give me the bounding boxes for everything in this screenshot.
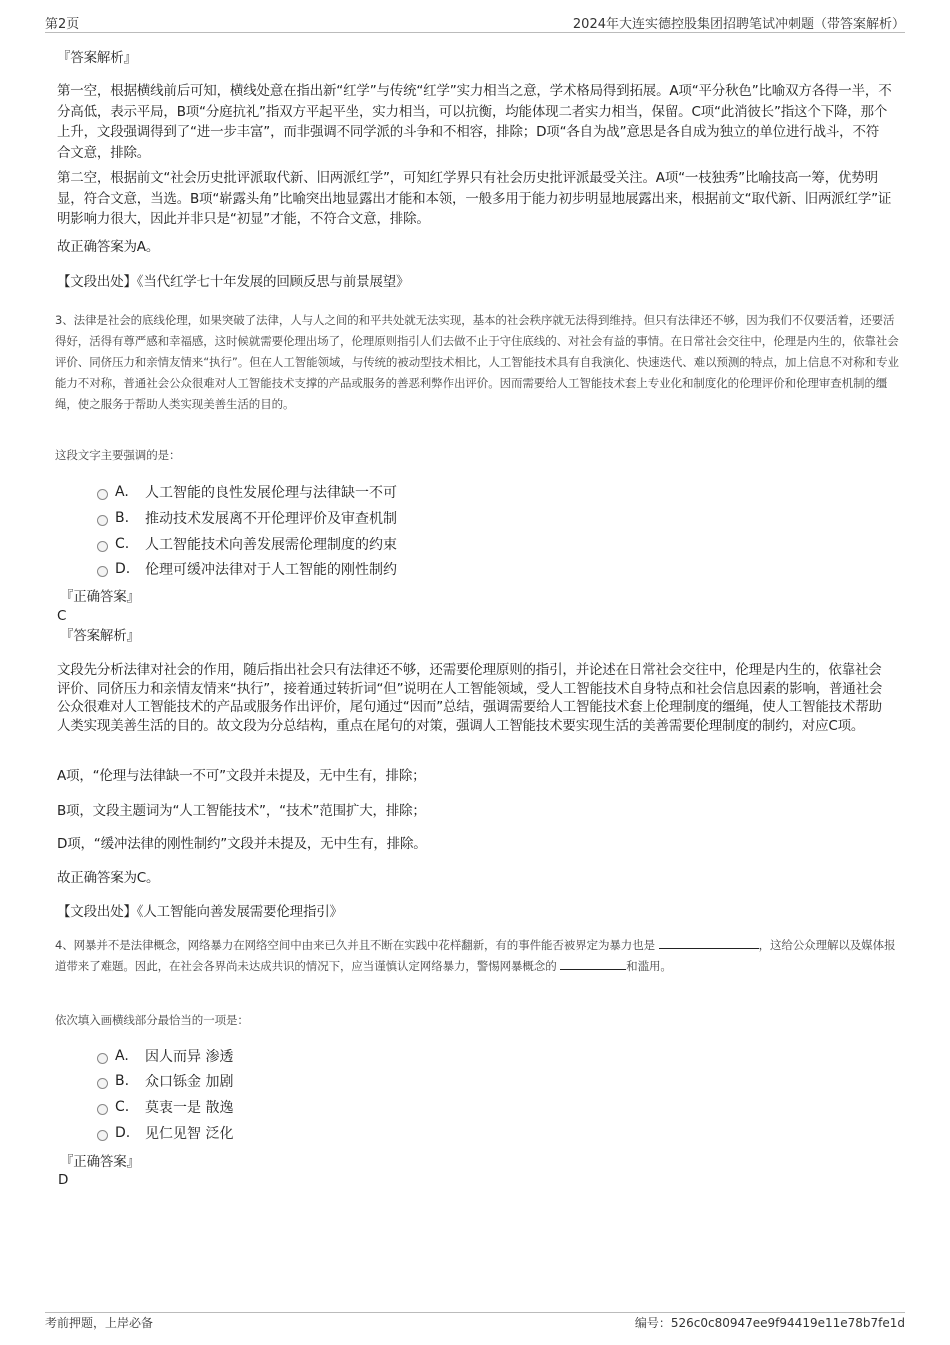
page-number: 第2页 bbox=[45, 17, 80, 32]
radio-icon[interactable] bbox=[97, 1104, 108, 1115]
correct-answer-label: 『正确答案』 bbox=[60, 589, 140, 605]
document-title: 2024年大连实德控股集团招聘笔试冲刺题（带答案解析） bbox=[572, 17, 905, 32]
option-a[interactable]: A. 人工智能的良性发展伦理与法律缺一不可 bbox=[97, 482, 397, 502]
source-citation: 【文段出处】《人工智能向善发展需要伦理指引》 bbox=[57, 904, 343, 920]
radio-icon[interactable] bbox=[97, 489, 108, 500]
source-citation: 【文段出处】《当代红学七十年发展的回顾反思与前景展望》 bbox=[57, 274, 410, 290]
question-4-stem: 4、网暴并不是法律概念，网络暴力在网络空间中由来已久并且不断在实践中花样翻新，有的事件能否被界定为暴力也是 ，这给公众理解以及媒体报道带来了难题。因此，在社会各界尚未达成共识的情况下，应当谨慎认定网络暴力，警惕网暴概念的 和滥用。 bbox=[55, 938, 896, 973]
document-code: 编号：526c0c80947ee9f94419e11e78b7fe1d bbox=[634, 1316, 905, 1330]
analysis-label: 『答案解析』 bbox=[60, 628, 140, 644]
radio-icon[interactable] bbox=[97, 1078, 108, 1089]
analysis-option-d: D项，“缓冲法律的刚性制约”文段并未提及，无中生有，排除。 bbox=[57, 836, 427, 852]
blank-2 bbox=[560, 957, 626, 970]
radio-icon[interactable] bbox=[97, 566, 108, 577]
conclusion: 故正确答案为C。 bbox=[57, 870, 160, 886]
radio-icon[interactable] bbox=[97, 541, 108, 552]
blank-1 bbox=[659, 936, 759, 949]
correct-answer: D bbox=[58, 1172, 69, 1188]
correct-answer: C bbox=[57, 608, 67, 624]
analysis-paragraph: 第二空，根据前文“社会历史批评派取代新、旧两派红学”，可知红学界只有社会历史批评派最受关注。A项“一枝独秀”比喻技高一筹，优势明显，符合文意，当选。B项“崭露头角”比喻突出地显露出才能和本领，一般多用于能力初步明显地展露出来，根据前文“取代新、旧两派红学”证明影响力很大，因此并非只是“初显”才能，不符合文意，排除。 bbox=[57, 170, 892, 227]
analysis-paragraph: 第一空，根据横线前后可知，横线处意在指出新“红学”与传统“红学”实力相当之意，学术格局得到拓展。A项“平分秋色”比喻双方各得一半，不分高低，表示平局，B项“分庭抗礼”指双方平起平坐，实力相当，可以抗衡，均能体现二者实力相当，保留。C项“此消彼长”指这个下降，那个上升，文段强调得到了“进一步丰富”，而非强调不同学派的斗争和不相容，排除；D项“各自为战”意思是各自成为独立的单位进行战斗，不符合文意，排除。 bbox=[57, 83, 892, 161]
option-d[interactable]: D. 见仁见智 泛化 bbox=[97, 1123, 233, 1143]
question-4-prompt: 依次填入画横线部分最恰当的一项是： bbox=[55, 1013, 249, 1027]
option-c[interactable]: C. 莫衷一是 散逸 bbox=[97, 1097, 233, 1117]
radio-icon[interactable] bbox=[97, 1130, 108, 1141]
option-a[interactable]: A. 因人而异 渗透 bbox=[97, 1046, 233, 1066]
radio-icon[interactable] bbox=[97, 1053, 108, 1064]
conclusion: 故正确答案为A。 bbox=[57, 239, 160, 255]
option-c[interactable]: C. 人工智能技术向善发展需伦理制度的约束 bbox=[97, 534, 397, 554]
question-3-prompt: 这段文字主要强调的是： bbox=[55, 448, 181, 462]
analysis-option-b: B项，文段主题词为“人工智能技术”，“技术”范围扩大，排除； bbox=[57, 803, 426, 819]
option-d[interactable]: D. 伦理可缓冲法律对于人工智能的刚性制约 bbox=[97, 559, 397, 579]
footer-slogan: 考前押题，上岸必备 bbox=[45, 1316, 154, 1330]
correct-answer-label: 『正确答案』 bbox=[60, 1154, 140, 1170]
question-3-stem: 3、法律是社会的底线伦理，如果突破了法律，人与人之间的和平共处就无法实现，基本的社会秩序就无法得到维持。但只有法律还不够，因为我们不仅要活着，还要活得好，活得有尊严感和幸福感，这时候就需要伦理出场了，伦理原则指引人们去做不止于守住底线的、对社会有益的事情。在日常社会交往中，伦理是内生的，依靠社会评价、同侪压力和亲情友情来“执行”。但在人工智能领域，与传统的被动型技术相比，人工智能技术具有自我演化、快速迭代、难以预测的特点，加上信息不对称和专业能力不对称，普通社会公众很难对人工智能技术支撑的产品或服务的善恶利弊作出评价。因而需要给人工智能技术套上专业化和制度化的伦理评价和伦理审查机制的缰绳，使之服务于帮助人类实现美善生活的目的。 bbox=[55, 313, 899, 411]
radio-icon[interactable] bbox=[97, 515, 108, 526]
analysis-label: 『答案解析』 bbox=[57, 50, 137, 66]
analysis-option-a: A项，“伦理与法律缺一不可”文段并未提及，无中生有，排除； bbox=[57, 768, 426, 784]
analysis-paragraph: 文段先分析法律对社会的作用，随后指出社会只有法律还不够，还需要伦理原则的指引，并论述在日常社会交往中，伦理是内生的，依靠社会评价、同侪压力和亲情友情来“执行”，接着通过转折词“但”说明在人工智能领域，受人工智能技术自身特点和社会信息因素的影响，普通社会公众很难对人工智能技术的产品或服务作出评价，尾句通过“因而”总结，强调需要给人工智能技术套上伦理制度的缰绳，使人工智能技术帮助人类实现美善生活的目的。故文段为分总结构，重点在尾句的对策，强调人工智能技术要实现生活的美善需要伦理制度的制约，对应C项。 bbox=[57, 662, 883, 734]
option-b[interactable]: B. 众口铄金 加剧 bbox=[97, 1071, 233, 1091]
footer-divider bbox=[45, 1312, 905, 1313]
option-b[interactable]: B. 推动技术发展离不开伦理评价及审查机制 bbox=[97, 508, 397, 528]
header-divider bbox=[45, 32, 905, 33]
